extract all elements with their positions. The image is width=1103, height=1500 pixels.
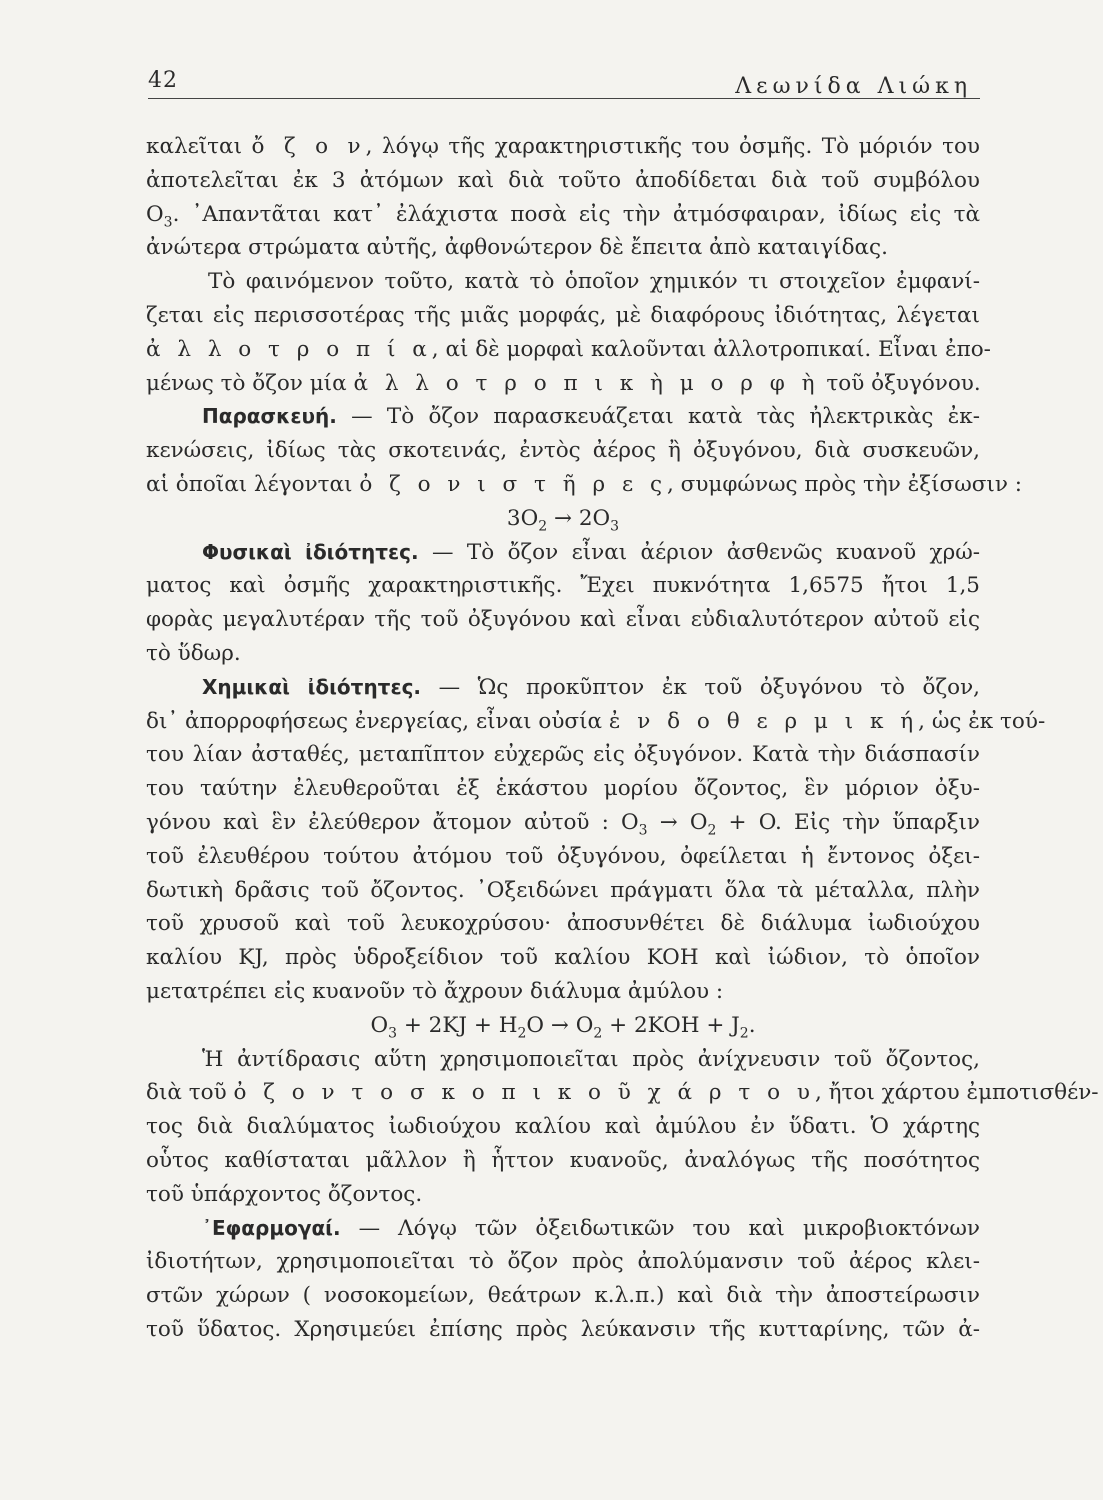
text-run: , ἤτοι χάρτου ἐμποτισθέν-	[814, 1080, 1099, 1106]
text-run: του λίαν ἀσταθές, μεταπῖπτον εὐχερῶς εἰς ὀξυγόνον. Κατὰ τὴν διάσπασίν	[146, 742, 980, 768]
text-line	[146, 840, 980, 874]
text-line	[146, 265, 980, 299]
text-run: ματος καὶ ὀσμῆς χαρακτηριστικῆς. Ἔχει πυκνότητα 1,6575 ἤτοι 1,5	[146, 573, 980, 599]
text-run: Ἡ ἀντίδρασις αὕτη χρησιμοποιεῖται πρὸς ἀνίχνευσιν τοῦ ὄζοντος,	[202, 1046, 980, 1072]
text-run: . ᾿Απαντᾶται κατ᾿ ἐλάχιστα ποσὰ εἰς τὴν ἀτμόσφαιραν, ἰδίως εἰς τὰ	[172, 201, 980, 227]
text-line	[146, 1313, 980, 1347]
text-run: , συμφώνως πρὸς τὴν ἐξίσωσιν :	[666, 471, 1022, 497]
text-line	[146, 536, 980, 570]
spaced-term: ὀ ζ ο ν τ ο σ κ ο π ι κ ο ῦ χ ά ρ τ ο υ	[233, 1080, 815, 1106]
text-run: 3O	[506, 505, 539, 531]
text-run: → O	[647, 809, 708, 835]
text-run: τος διὰ διαλύματος ἰωδιούχου καλίου καὶ ἀμύλου ἐν ὕδατι. Ὁ χάρτης	[146, 1114, 980, 1140]
text-run: ἰδιοτήτων, χρησιμοποιεῖται τὸ ὄζον πρὸς ἀπολύμανσιν τοῦ ἀέρος κλει-	[146, 1249, 980, 1275]
subscript: 2	[739, 1025, 749, 1042]
text-line	[146, 502, 980, 536]
text-run: ἀποτελεῖται ἐκ 3 ἀτόμων καὶ διὰ τοῦτο ἀποδίδεται διὰ τοῦ συμβόλου	[146, 167, 980, 193]
running-head: Λεωνίδα Λιώκη	[735, 74, 972, 99]
text-line	[146, 434, 980, 468]
text-line	[146, 231, 980, 265]
text-run: καλίου KJ, πρὸς ὑδροξείδιον τοῦ καλίου KOH καὶ ἰώδιον, τὸ ὁποῖον	[146, 945, 980, 971]
text-run: τοῦ ἐλευθέρου τούτου ἀτόμου τοῦ ὀξυγόνου, ὀφείλεται ἡ ἔντονος ὀξει-	[146, 843, 980, 869]
text-run: — Τὸ ὄζον εἶναι ἀέριον ἀσθενῶς κυανοῦ χρώ-	[418, 539, 980, 565]
text-line	[146, 637, 980, 671]
text-line	[146, 941, 980, 975]
text-run: μένως τὸ ὄζον μία	[146, 370, 354, 396]
text-line	[146, 1212, 980, 1246]
text-line	[146, 772, 980, 806]
text-run: οὗτος καθίσταται μᾶλλον ἢ ἧττον κυανοῦς, ἀναλόγως τῆς ποσότητος	[146, 1147, 980, 1173]
text-run: O	[146, 201, 164, 227]
spaced-term: ἀ λ λ ο τ ρ ο π ί α	[146, 336, 432, 362]
text-run: τοῦ ὑπάρχοντος ὄζοντος.	[146, 1181, 423, 1207]
text-line	[146, 975, 980, 1009]
subscript: 2	[593, 1025, 603, 1042]
text-run: ἀνώτερα στρώματα αὐτῆς, ἀφθονώτερον δὲ ἔπειτα ἀπὸ καταιγίδας.	[146, 235, 888, 261]
text-line	[146, 1245, 980, 1279]
section-heading: Παρασκευή.	[202, 404, 337, 429]
text-run: — Τὸ ὄζον παρασκευάζεται κατὰ τὰς ἠλεκτρικὰς ἐκ-	[336, 404, 980, 430]
text-run: O → O	[526, 1012, 594, 1038]
text-line	[146, 299, 980, 333]
text-line	[146, 1279, 980, 1313]
text-line	[146, 738, 980, 772]
body-text	[146, 130, 1099, 1347]
text-run: + O. Εἰς τὴν ὕπαρξιν	[716, 809, 981, 835]
page-number: 42	[148, 68, 178, 93]
text-line	[146, 569, 980, 603]
text-line	[146, 1076, 1099, 1110]
subscript: 2	[538, 518, 548, 535]
spaced-term: ὄ ζ ο ν	[251, 134, 366, 159]
text-run: τοῦ χρυσοῦ καὶ τοῦ λευκοχρύσου· ἀποσυνθέτει δὲ διάλυμα ἰωδιούχου	[146, 911, 980, 937]
text-line	[146, 1144, 980, 1178]
text-run: δωτικὴ δρᾶσις τοῦ ὄζοντος. ᾿Οξειδώνει πράγματι ὅλα τὰ μέταλλα, πλὴν	[146, 877, 980, 903]
text-run: .	[748, 1012, 756, 1038]
page-header	[148, 68, 980, 99]
text-line	[146, 874, 980, 908]
text-run: αἱ ὁποῖαι λέγονται	[146, 471, 360, 497]
text-run: τοῦ ὀξυγόνου.	[819, 370, 981, 396]
text-run: , ὡς ἐκ τού-	[918, 708, 1046, 734]
section-heading: ᾿Εφαρμογαί.	[202, 1215, 341, 1240]
text-run: του ταύτην ἐλευθεροῦται ἐξ ἑκάστου μορίου ὄζοντος, ἓν μόριον ὀξυ-	[146, 776, 980, 802]
text-line	[146, 367, 980, 401]
text-line	[146, 1110, 980, 1144]
text-line	[146, 333, 991, 367]
text-run: διὰ τοῦ	[146, 1080, 234, 1106]
text-run: κενώσεις, ἰδίως τὰς σκοτεινάς, ἐντὸς ἀέρος ἢ ὀξυγόνου, διὰ συσκευῶν,	[146, 438, 980, 464]
subscript: 3	[638, 822, 648, 839]
text-run: ζεται εἰς περισσοτέρας τῆς μιᾶς μορφάς, μὲ διαφόρους ἰδιότητας, λέγεται	[146, 302, 980, 328]
spaced-term: ἐ ν δ ο θ ε ρ μ ι κ ή	[608, 708, 919, 734]
text-run: τὸ ὕδωρ.	[146, 640, 241, 666]
text-line	[146, 1009, 980, 1043]
text-run: δι᾿ ἀπορροφήσεως ἐνεργείας, εἶναι οὐσία	[146, 708, 609, 734]
text-run: → 2O	[547, 505, 611, 531]
text-line	[146, 130, 980, 164]
subscript: 2	[707, 822, 717, 839]
text-run: + 2KJ + H	[397, 1012, 518, 1038]
spaced-term: ὀ ζ ο ν ι σ τ ῆ ρ ε ς	[359, 471, 667, 497]
text-run: μετατρέπει εἰς κυανοῦν τὸ ἄχρουν διάλυμα ἀμύλου :	[146, 978, 724, 1004]
text-line	[146, 198, 980, 232]
text-run: O	[370, 1012, 389, 1038]
text-run: Τὸ φαινόμενον τοῦτο, κατὰ τὸ ὁποῖον χημικόν τι στοιχεῖον ἐμφανί-	[208, 269, 980, 295]
text-run: στῶν χώρων ( νοσοκομείων, θεάτρων κ.λ.π.) καὶ διὰ τὴν ἀποστείρωσιν	[146, 1283, 980, 1309]
text-line	[146, 1178, 980, 1212]
text-run: γόνου καὶ ἓν ἐλεύθερον ἄτομον αὐτοῦ : O	[146, 809, 639, 835]
text-line	[146, 1043, 980, 1077]
text-run: — Ὡς προκῦπτον ἐκ τοῦ ὀξυγόνου τὸ ὄζον,	[421, 674, 980, 700]
text-line	[146, 400, 980, 434]
text-run: φορὰς μεγαλυτέραν τῆς τοῦ ὀξυγόνου καὶ εἶναι εὐδιαλυτότερον αὐτοῦ εἰς	[146, 607, 980, 633]
text-run: , λόγῳ τῆς χαρακτηριστικῆς του ὀσμῆς. Τὸ μόριόν του	[365, 134, 980, 159]
text-line	[146, 468, 1022, 502]
subscript: 3	[610, 518, 620, 535]
text-line	[146, 164, 980, 198]
subscript: 3	[388, 1025, 397, 1042]
subscript: 2	[517, 1025, 527, 1042]
spaced-term: ἀ λ λ ο τ ρ ο π ι κ ὴ μ ο ρ φ ὴ	[353, 370, 820, 396]
text-run: — Λόγῳ τῶν ὀξειδωτικῶν του καὶ μικροβιοκτόνων	[340, 1215, 980, 1241]
section-heading: Φυσικαὶ ἰδιότητες.	[202, 539, 419, 564]
text-run: τοῦ ὕδατος. Χρησιμεύει ἐπίσης πρὸς λεύκανσιν τῆς κυτταρίνης, τῶν ἀ-	[146, 1316, 980, 1342]
text-line	[146, 907, 980, 941]
text-line	[146, 603, 980, 637]
text-line	[146, 705, 1046, 739]
text-line	[146, 671, 980, 705]
section-heading: Χημικαὶ ἰδιότητες.	[202, 674, 422, 699]
text-run: καλεῖται	[146, 134, 252, 159]
text-run: , αἱ δὲ μορφαὶ καλοῦνται ἀλλοτροπικαί. Εἶναι ἐπο-	[431, 336, 991, 362]
subscript: 3	[163, 213, 173, 230]
text-line	[146, 806, 980, 840]
text-run: + 2KOH + J	[602, 1012, 740, 1038]
